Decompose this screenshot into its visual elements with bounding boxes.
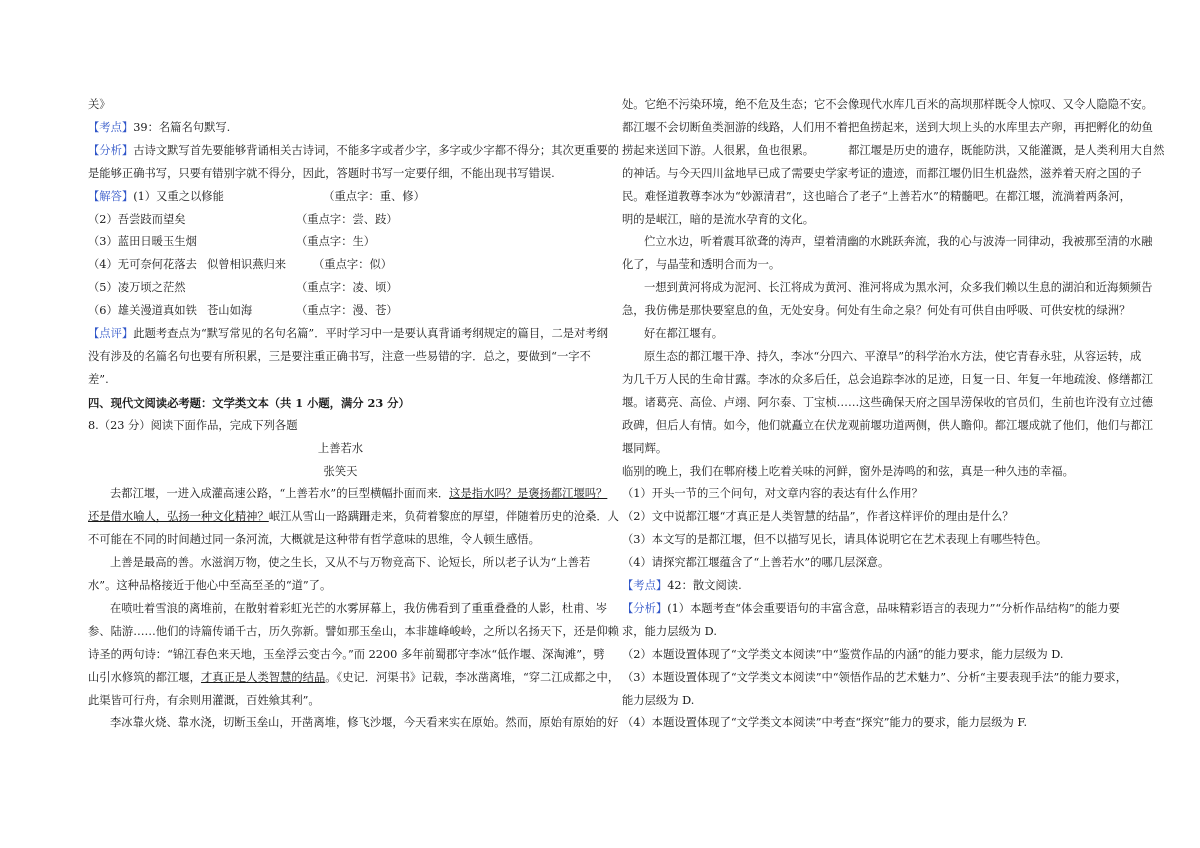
text-line: 是能够正确书写，只要有错别字就不得分，因此，答题时书写一定要仔细，不能出现书写错误. — [88, 166, 555, 180]
answer-note: （重点字：尝、跂） — [296, 212, 398, 226]
question-item: （4）请探究都江堰蕴含了“上善若水”的哪几层深意。 — [622, 556, 890, 570]
text-line: 为几千万人民的生命甘露。李冰的众多后任，总会追踪李冰的足迹，日复一日、年复一年地疏浚、修缮都江 — [622, 372, 1153, 386]
answer-text: 苍山如海 — [207, 304, 253, 318]
text-line: 化了，与晶莹和透明合而为一。 — [622, 258, 781, 272]
answer-line — [88, 300, 593, 323]
fenxi-line — [88, 140, 619, 163]
text-line: 李冰靠火烧、靠水浇，切断玉垒山，开凿离堆，修飞沙堰，今天看来实在原始。然而，原始有原始的好 — [110, 716, 619, 730]
text-span: 42：散文阅读. — [667, 579, 742, 593]
text-line: （3）本题设置体现了“文学类文本阅读”中“领悟作品的艺术魅力”、分析“主要表现手法”的能力要求， — [622, 670, 1128, 684]
text-line — [622, 140, 1165, 163]
text-line: 此渠皆可行舟，有余则用灌溉，百姓飨其利”。 — [88, 693, 320, 707]
text-line: 水”。这种品格接近于他心中至高至圣的“道”了。 — [88, 579, 332, 593]
article-title: 上善若水 — [317, 441, 364, 455]
answer-note: （重点字：凌、顷） — [296, 281, 398, 295]
text-line: 都江堰不会切断鱼类洄游的线路，人们用不着把鱼捞起来，送到大坝上头的水库里去产卵，再把孵化的幼鱼 — [622, 120, 1153, 134]
text-line: 诗圣的两句诗：“锦江春色来天地，玉垒浮云变古今。”而 2200 多年前蜀郡守李冰“低作堰、深淘滩”，劈 — [88, 647, 605, 661]
answer-text: (1）又重之以修能 — [133, 189, 224, 203]
text-line: 没有涉及的名篇名句也要有所积累，三是要注重正确书写，注意一些易错的字．总之，要做到“一字不 — [88, 349, 591, 363]
answer-line — [88, 231, 593, 254]
text-line: 不可能在不同的时间趟过同一条河流，大概就是这种带有哲学意味的思维，令人顿生感悟。 — [88, 533, 540, 547]
text-line: 参、陆游……他们的诗篇传诵千古，历久弥新。譬如那玉垒山，本非雄峰峻岭，之所以名扬天下，还是仰赖 — [88, 624, 619, 638]
text-line — [88, 483, 608, 506]
answer-note: （重点字：漫、苍） — [296, 304, 398, 318]
section-tag: 【分析】 — [622, 601, 668, 615]
section-tag: 【分析】 — [88, 143, 134, 157]
section-heading: 四、现代文阅读必考题：文学类文本（共 1 小题，满分 23 分） — [88, 395, 410, 410]
text-span: 。《史记．河渠书》记载，李冰凿离堆，“穿二江成都之中， — [325, 670, 620, 684]
underlined-text: 才真正是人类智慧的结晶 — [200, 670, 326, 684]
answer-note: （重点字：重、修） — [323, 189, 425, 203]
text-span: 39：名篇名句默写. — [133, 120, 231, 134]
text-line: 在喷吐着雪浪的离堆前，在散射着彩虹光芒的水雾屏幕上，我仿佛看到了重重叠叠的人影，杜甫、岑 — [110, 601, 608, 615]
right-column — [622, 94, 1165, 735]
text-span: 都江堰是历史的遗存，既能防洪，又能灌溉，是人类利用大自然 — [848, 143, 1165, 157]
text-span: 捞起来送回下游。人很累，鱼也很累。 — [622, 143, 815, 157]
text-span: 去都江堰，一进入成灌高速公路，“上善若水”的巨型横幅扑面而来． — [110, 487, 450, 501]
text-line: 好在都江堰有。 — [644, 327, 724, 341]
answer-note: （重点字：似） — [313, 258, 393, 272]
text-line: 一想到黄河将成为泥河、长江将成为黄河、淮河将成为黑水河，众多我们赖以生息的湖泊和近海频频告 — [644, 281, 1153, 295]
question-item: （1）开头一节的三个问句，对文章内容的表达有什么作用？ — [622, 487, 923, 501]
section-tag: 【解答】 — [88, 189, 134, 203]
text-line: 原生态的都江堰干净、持久，李冰“分四六、平潦旱”的科学治水方法，使它青春永驻，从容运转，成 — [644, 349, 1142, 363]
dianping-line — [88, 323, 608, 346]
answer-line — [88, 186, 593, 209]
answer-text: （4）无可奈何花落去 — [88, 258, 197, 272]
answer-text: （2）吾尝跂而望矣 — [88, 212, 186, 226]
answer-line — [88, 254, 593, 277]
text-line: 民。难怪道教尊李冰为“妙源清君”，这也暗合了老子“上善若水”的精髓吧。在都江堰，流淌着两条河， — [622, 189, 1131, 203]
text-span: 古诗文默写首先要能够背诵相关古诗词，不能多字或者少字，多字或少字都不得分；其次更重要的 — [133, 143, 619, 157]
answer-text: 似曾相识燕归来 — [207, 258, 287, 272]
answer-text: （3）蓝田日暖玉生烟 — [88, 235, 197, 249]
text-line: 堰。诸葛亮、高俭、卢翊、阿尔泰、丁宝桢……这些确保天府之国旱涝保收的官员们，生前也许没有立过德 — [622, 395, 1153, 409]
text-line: （4）本题设置体现了“文学类文本阅读”中考查“探究”能力的要求，能力层级为 F. — [622, 716, 1028, 730]
text-span: 此题考查点为“默写常见的名句名篇”．平时学习中一是要认真背诵考纲规定的篇目，二是对考纲 — [133, 327, 608, 341]
text-line: 堰同辉。 — [622, 441, 668, 455]
text-line: 明的是岷江，暗的是流水孕育的文化。 — [622, 212, 815, 226]
kaodian-line — [88, 117, 593, 140]
text-line — [88, 506, 619, 529]
answer-text: （5）凌万顷之茫然 — [88, 281, 186, 295]
section-tag: 【考点】 — [88, 120, 134, 134]
text-line: 临别的晚上，我们在郫府楼上吃着关味的河鲜，窗外是涛鸣的和弦，真是一种久违的幸福。 — [622, 464, 1074, 478]
kaodian-line — [622, 575, 1122, 598]
text-line: 政碑，但后人有情。如今，他们就矗立在伏龙观前堰功道两侧，供人瞻仰。都江堰成就了他们，他们与都江 — [622, 418, 1153, 432]
question-item: （2）文中说都江堰“才真正是人类智慧的结晶”，作者这样评价的理由是什么？ — [622, 510, 1014, 524]
section-tag: 【考点】 — [622, 579, 668, 593]
question-item: （3）本文写的是都江堰，但不以描写见长，请具体说明它在艺术表现上有哪些特色。 — [622, 533, 1048, 547]
answer-line — [88, 277, 593, 300]
section-tag: 【点评】 — [88, 327, 134, 341]
text-line: 急，我仿佛是那快要窒息的鱼，无处安身。何处有生命之泉？何处有可供自由呼吸、可供安枕的绿洲？ — [622, 304, 1131, 318]
text-line: 求，能力层级为 D. — [622, 624, 717, 638]
text-line: 处。它绝不污染环境，绝不危及生态；它不会像现代水库几百米的高坝那样既令人惊叹、又令人隐隐不安。 — [622, 98, 1153, 111]
underlined-text: 还是借水喻人，弘扬一种文化精神？ — [88, 510, 269, 524]
article-author: 张笑天 — [323, 464, 358, 478]
text-line: 差”. — [88, 372, 109, 386]
text-line: 上善是最高的善。水滋润万物，使之生长，又从不与万物竞高下、论短长，所以老子认为“上善若 — [110, 556, 591, 570]
answer-note: （重点字：生） — [296, 235, 376, 249]
fenxi-line — [622, 598, 1122, 621]
question-heading: 8.（23 分）阅读下面作品，完成下列各题 — [88, 418, 298, 432]
text-span: (1）本题考查“体会重要语句的丰富含意，品味精彩语言的表现力”“分析作品结构”的能力要 — [667, 601, 1120, 615]
text-line: 的神话。与今天四川盆地早已成了需要史学家考证的遗迹，而都江堰仍旧生机盎然，滋养着天府之国的子 — [622, 166, 1142, 180]
text-line: 伫立水边，听着震耳欲聋的涛声，望着清幽的水跳跃奔流，我的心与波涛一同律动，我被那至清的水融 — [644, 235, 1153, 249]
text-line: （2）本题设置体现了“文学类文本阅读”中“鉴赏作品的内涵”的能力要求，能力层级为 D. — [622, 647, 1064, 661]
text-line — [88, 667, 620, 690]
text-line: 能力层级为 D. — [622, 693, 695, 707]
underlined-text: 这是指水吗？是褒扬都江堰吗？ — [449, 487, 608, 501]
text-span: 岷江从雪山一路蹒跚走来，负荷着黎庶的厚望，伴随着历史的沧桑．人 — [268, 510, 619, 524]
text-line: 关》 — [88, 98, 111, 111]
answer-text: （6）雄关漫道真如铁 — [88, 304, 197, 318]
text-span: 山引水修筑的都江堰， — [88, 670, 201, 684]
left-column — [88, 94, 620, 735]
answer-line — [88, 209, 593, 232]
